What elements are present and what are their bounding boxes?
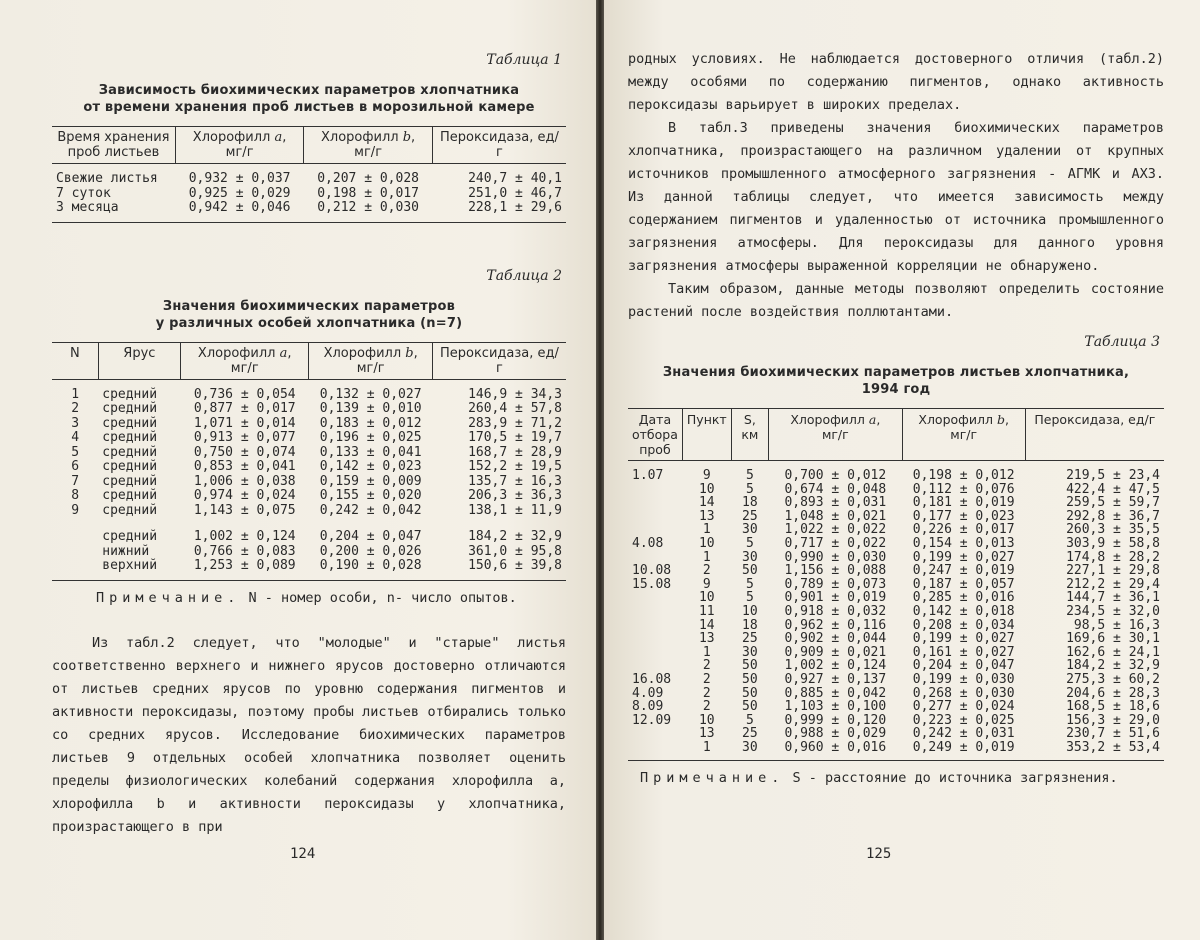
table-cell: 2 (702, 658, 711, 674)
table-row (52, 518, 566, 545)
table-row (52, 545, 566, 560)
table-cell: 5 (745, 535, 754, 551)
table-cell: 50 (742, 658, 758, 674)
table-cell: 1.07 (632, 468, 664, 483)
table-cell: средний (102, 473, 158, 489)
right-page (604, 0, 1200, 940)
table1-label: Таблица 1 (486, 52, 562, 68)
table-cell: 0,700 ± 0,012 (784, 468, 887, 483)
table-cell: 135,7 ± 16,3 (468, 473, 562, 489)
table-row (628, 714, 1164, 728)
table-cell: 0,242 ± 0,031 (912, 726, 1015, 742)
table-cell: 0,223 ± 0,025 (912, 712, 1015, 728)
table2-header-chl-a: Хлорофилл a, мг/г (180, 342, 309, 379)
table-cell: 4 (71, 430, 80, 445)
table-cell: средний (102, 444, 158, 460)
table1-header-storage: Время хранения проб листьев (52, 127, 175, 164)
table3-header-row (628, 409, 1164, 461)
table-cell: 8 (71, 488, 80, 503)
table3-body (628, 461, 1164, 761)
table-cell: 10 (698, 712, 715, 728)
table-cell: 30 (742, 549, 758, 565)
table-cell: нижний (102, 543, 150, 559)
table-cell: 5 (745, 712, 754, 728)
table3-label: Таблица 3 (1084, 334, 1160, 350)
table-row (628, 461, 1164, 483)
table-row (628, 727, 1164, 741)
table-row: 7 суток 0,925 ± 0,029 0,198 ± 0,017 251,0 ± 46,7 (56, 185, 562, 201)
book-gutter (596, 0, 604, 940)
table-cell (628, 551, 682, 565)
table-row (628, 483, 1164, 497)
table-cell: 230,7 ± 51,6 (1066, 726, 1160, 742)
table-cell: 1,143 ± 0,075 (193, 502, 296, 518)
table-row (628, 741, 1164, 761)
table-row (628, 551, 1164, 565)
table-cell: верхний (102, 558, 158, 573)
table3-header-peroxidase: Пероксидаза, ед/г (1025, 409, 1164, 461)
table1-header-chl-b: Хлорофилл b, мг/г (304, 127, 433, 164)
table-cell: 1,002 ± 0,124 (193, 529, 296, 544)
table-cell: 0,161 ± 0,027 (912, 644, 1015, 660)
table-cell: 25 (742, 726, 758, 742)
table-cell: 2 (702, 699, 711, 715)
table-cell: 0,226 ± 0,017 (912, 522, 1015, 538)
table-cell: 4.09 (632, 685, 664, 701)
table-cell (628, 510, 682, 524)
table-cell: 25 (742, 508, 758, 524)
table-cell: 98,5 ± 16,3 (1073, 617, 1160, 633)
table-cell: 146,9 ± 34,3 (468, 386, 562, 402)
table-cell: 1,048 ± 0,021 (784, 508, 887, 524)
table-cell: 150,6 ± 39,8 (468, 558, 562, 573)
table1-title: Зависимость биохимических параметров хлопчатника от времени хранения проб листьев в морозильной камере (83, 83, 535, 115)
table-cell: 0,204 ± 0,047 (319, 529, 422, 544)
table1-header-peroxidase: Пероксидаза, ед/г (432, 127, 566, 164)
table-cell: 5 (745, 590, 754, 606)
table-row (628, 578, 1164, 592)
table-cell: 170,5 ± 19,7 (468, 430, 562, 445)
table-cell: 0,960 ± 0,016 (784, 739, 887, 755)
table3-title: Значения биохимических параметров листьев хлопчатника, 1994 год (662, 365, 1130, 397)
table-cell: 0,277 ± 0,024 (912, 699, 1015, 715)
table-row (628, 646, 1164, 660)
table-cell: средний (102, 415, 158, 431)
table-cell: 0,999 ± 0,120 (784, 712, 887, 728)
table-cell (52, 559, 98, 580)
table-cell (628, 591, 682, 605)
table-cell: 0,198 ± 0,012 (912, 468, 1015, 483)
table-cell: 0,736 ± 0,054 (193, 386, 296, 402)
table-cell: средний (102, 529, 158, 544)
table-cell: 162,6 ± 24,1 (1066, 644, 1160, 660)
table-cell: 0,132 ± 0,027 (319, 386, 422, 402)
table-cell: 1 (702, 522, 711, 538)
table-cell: 0,789 ± 0,073 (784, 576, 887, 592)
table-cell: 30 (742, 522, 758, 538)
table1-header-row (52, 127, 566, 164)
table-cell: 292,8 ± 36,7 (1066, 508, 1160, 524)
table-cell: 0,133 ± 0,041 (319, 444, 422, 460)
table-cell: 0,974 ± 0,024 (193, 488, 296, 503)
table-cell: 168,5 ± 18,6 (1066, 699, 1160, 715)
table-cell: 206,3 ± 36,3 (468, 488, 562, 503)
table-cell: 10.08 (632, 563, 672, 579)
table-cell: 0,717 ± 0,022 (784, 535, 887, 551)
table-cell: средний (102, 502, 158, 518)
table-row (628, 619, 1164, 633)
table-cell: 1,156 ± 0,088 (784, 563, 887, 579)
table-cell: 3 (71, 415, 80, 431)
table-cell: 11 (698, 603, 715, 619)
table-cell: 422,4 ± 47,5 (1066, 481, 1160, 497)
table-cell: 0,750 ± 0,074 (193, 444, 296, 460)
table-cell: 0,285 ± 0,016 (912, 590, 1015, 606)
table-cell: 16.08 (632, 671, 672, 687)
table-row (628, 700, 1164, 714)
table-cell: 7 (71, 473, 80, 489)
table-cell: 1,071 ± 0,014 (193, 415, 296, 431)
left-paragraph: Из табл.2 следует, что "молодые" и "старые" листья соответственно верхнего и нижнего ярусов достоверно отличаются от листьев средних ярусов по уровню содержания пигментов и активности пероксидазы, поэтому пробы листьев отбирались только со средних ярусов. Исследование биохимических параметров листьев 9 отдельных особей хлопчатника позволяет оценить пределы физиологических колебаний содержания хлорофилла a, хлорофилла b и активности пероксидазы у хлопчатника, произрастающего в при (52, 634, 566, 835)
table-cell: 0,181 ± 0,019 (912, 495, 1015, 511)
table-cell: 0,199 ± 0,027 (912, 631, 1015, 647)
table-cell: 0,155 ± 0,020 (319, 488, 422, 503)
right-paragraph-1: родных условиях. Не наблюдается достоверного отличия (табл.2) между особями по содержанию пигментов, однако активность пероксидазы варьирует в широких пределах. (628, 51, 1164, 113)
table-row (52, 489, 566, 504)
table-cell: 169,6 ± 30,1 (1066, 631, 1160, 647)
table2-header-chl-b: Хлорофилл b, мг/г (309, 342, 432, 379)
table3 (628, 408, 1164, 762)
table-row (628, 591, 1164, 605)
table-cell: 0,918 ± 0,032 (784, 603, 887, 619)
table-cell: 30 (742, 644, 758, 660)
table-cell: 1 (702, 739, 711, 755)
table-cell: 0,196 ± 0,025 (319, 430, 422, 445)
table-cell: средний (102, 488, 158, 503)
table-cell (628, 483, 682, 497)
table-cell: 1 (702, 549, 711, 565)
table-cell (628, 632, 682, 646)
table-cell: 0,909 ± 0,021 (784, 644, 887, 660)
table-row (628, 523, 1164, 537)
table-cell: 303,9 ± 58,8 (1066, 535, 1160, 551)
table-cell: 1,022 ± 0,022 (784, 522, 887, 538)
table-row (628, 564, 1164, 578)
table-cell: 10 (698, 535, 715, 551)
table-cell: 4.08 (632, 535, 664, 551)
table-cell: средний (102, 401, 158, 416)
table-cell: 1 (71, 386, 80, 402)
table-cell: 13 (698, 508, 715, 524)
table-row (628, 496, 1164, 510)
table-cell: 18 (742, 617, 758, 633)
table-cell: 0,766 ± 0,083 (193, 543, 296, 559)
table-cell: 1 (702, 644, 711, 660)
table-cell: 156,3 ± 29,0 (1066, 712, 1160, 728)
table-cell: 1,103 ± 0,100 (784, 699, 887, 715)
table-cell: 1,253 ± 0,089 (193, 558, 296, 573)
table2-label: Таблица 2 (486, 267, 562, 284)
table-row (52, 475, 566, 490)
table-row (52, 504, 566, 519)
table-row (52, 460, 566, 475)
table2-header-n: N (52, 342, 98, 379)
table-cell (628, 646, 682, 660)
table-cell (628, 523, 682, 537)
table-cell: 260,4 ± 57,8 (468, 401, 562, 416)
table2-header-peroxidase: Пероксидаза, ед/г (432, 342, 566, 379)
table-cell: 227,1 ± 29,8 (1066, 563, 1160, 579)
table-cell: 5 (745, 576, 754, 592)
table-cell: 0,249 ± 0,019 (912, 739, 1015, 755)
table-cell: 15.08 (632, 576, 672, 592)
table-cell: 5 (745, 468, 754, 483)
table-cell: 0,885 ± 0,042 (784, 685, 887, 701)
table3-header-chl-a: Хлорофилл a, мг/г (769, 409, 903, 461)
table-row (628, 605, 1164, 619)
table-cell: 174,8 ± 28,2 (1066, 549, 1160, 565)
table-cell: 1,006 ± 0,038 (193, 473, 296, 489)
table-cell: 50 (742, 685, 758, 701)
page-number-right: 125 (866, 846, 892, 862)
left-page (0, 0, 596, 940)
table-cell: 5 (71, 444, 80, 460)
table3-header-distance: S, км (731, 409, 768, 461)
table-cell: 5 (745, 481, 754, 497)
table2-header-row (52, 342, 566, 379)
table2 (52, 342, 566, 582)
table-cell: 283,9 ± 71,2 (468, 415, 562, 431)
table-row (52, 446, 566, 461)
table2-body (52, 379, 566, 580)
table-cell (628, 496, 682, 510)
table-row (628, 510, 1164, 524)
table-cell: 9 (702, 468, 711, 483)
table2-header-tier: Ярус (98, 342, 180, 379)
table-cell: 18 (742, 495, 758, 511)
table-cell: 0,142 ± 0,018 (912, 603, 1015, 619)
table-cell: 8.09 (632, 699, 664, 715)
table-cell: 0,988 ± 0,029 (784, 726, 887, 742)
table-cell (52, 518, 98, 545)
table-cell: 152,2 ± 19,5 (468, 459, 562, 474)
table-cell: 2 (702, 685, 711, 701)
table-row: Свежие листья 0,932 ± 0,037 0,207 ± 0,028 240,7 ± 40,1 (56, 171, 562, 186)
table-cell: 14 (698, 617, 715, 633)
table-row (628, 632, 1164, 646)
table-cell: 0,183 ± 0,012 (319, 415, 422, 431)
table-cell (628, 619, 682, 633)
table-cell: 0,190 ± 0,028 (319, 558, 422, 573)
table-cell: 50 (742, 563, 758, 579)
table-cell (628, 605, 682, 619)
table-cell: 10 (698, 481, 715, 497)
table-cell: 144,7 ± 36,1 (1066, 590, 1160, 606)
table-row: 3 месяца 0,942 ± 0,046 0,212 ± 0,030 228,1 ± 29,6 (56, 200, 562, 215)
table-row (52, 559, 566, 580)
table-cell: 0,913 ± 0,077 (193, 430, 296, 445)
table-cell: 12.09 (632, 712, 672, 728)
table-row (628, 673, 1164, 687)
table-cell: средний (102, 386, 158, 402)
table-cell: 0,142 ± 0,023 (319, 459, 422, 474)
table-cell: 0,199 ± 0,030 (912, 671, 1015, 687)
table-cell: 0,268 ± 0,030 (912, 685, 1015, 701)
table-cell: 0,139 ± 0,010 (319, 401, 422, 416)
table-cell: 0,208 ± 0,034 (912, 617, 1015, 633)
table1 (52, 126, 566, 224)
table-cell: 14 (698, 495, 715, 511)
table-row (628, 537, 1164, 551)
table-cell (52, 545, 98, 560)
table-cell: 0,204 ± 0,047 (912, 658, 1015, 674)
table3-header-point: Пункт (682, 409, 731, 461)
table-cell: 0,901 ± 0,019 (784, 590, 887, 606)
right-paragraph-3: Таким образом, данные методы позволяют определить состояние растений после воздействия поллютантами. (628, 281, 1164, 320)
table2-note: Примечание. N - номер особи, n- число опытов. (96, 589, 517, 606)
table2-title: Значения биохимических параметров у различных особей хлопчатника (n=7) (155, 298, 463, 331)
table-cell: 212,2 ± 29,4 (1066, 576, 1160, 592)
right-paragraph-2: В табл.3 приведены значения биохимических параметров хлопчатника, произрастающего на различном удалении от крупных источников промышленного атмосферного загрязнения - АГМК и АХЗ. Из данной таблицы следует, что имеется зависимость между содержанием пигментов и удаленностью от источника промышленного загрязнения атмосферы. Для пероксидазы для данного уровня загрязнения атмосферы выраженной корреляции не обнаружено. (628, 120, 1164, 274)
table-cell: 9 (71, 502, 80, 518)
table-row (628, 659, 1164, 673)
table-cell: 13 (698, 726, 715, 742)
table-cell: 10 (698, 590, 715, 606)
table1-header-chl-a: Хлорофилл a, мг/г (175, 127, 304, 164)
table-cell: средний (102, 430, 158, 445)
table-row (628, 687, 1164, 701)
table-cell: 30 (742, 739, 758, 755)
table-cell: 0,927 ± 0,137 (784, 671, 887, 687)
page-number-left: 124 (290, 846, 316, 862)
table-row (52, 402, 566, 417)
table-cell: 50 (742, 671, 758, 687)
table-cell: 204,6 ± 28,3 (1066, 685, 1160, 701)
table-cell: 259,5 ± 59,7 (1066, 495, 1160, 511)
table3-note: Примечание. S - расстояние до источника загрязнения. (640, 770, 1118, 787)
table-cell: 2 (71, 401, 80, 416)
table-cell: 0,187 ± 0,057 (912, 576, 1015, 592)
table-cell: 184,2 ± 32,9 (1066, 658, 1160, 674)
table-cell: 0,199 ± 0,027 (912, 549, 1015, 565)
table-cell (628, 659, 682, 673)
table-cell (628, 727, 682, 741)
table-cell: 234,5 ± 32,0 (1066, 603, 1160, 619)
table-cell: 275,3 ± 60,2 (1066, 671, 1160, 687)
table-cell: 219,5 ± 23,4 (1066, 468, 1160, 483)
table-cell: 1,002 ± 0,124 (784, 658, 887, 674)
table-cell: 0,877 ± 0,017 (193, 401, 296, 416)
table-cell: 168,7 ± 28,9 (468, 444, 562, 460)
table-cell: 0,242 ± 0,042 (319, 502, 422, 518)
table-row (52, 417, 566, 432)
table-cell: 0,674 ± 0,048 (784, 481, 887, 497)
table-cell: 0,154 ± 0,013 (912, 535, 1015, 551)
table-cell: 0,893 ± 0,031 (784, 495, 887, 511)
table-cell: 0,902 ± 0,044 (784, 631, 887, 647)
table-cell: 138,1 ± 11,9 (468, 502, 562, 518)
table-cell: средний (102, 459, 158, 474)
table-cell: 0,200 ± 0,026 (319, 543, 422, 559)
table-cell: 361,0 ± 95,8 (468, 543, 562, 559)
table3-header-date: Дата отбора проб (628, 409, 682, 461)
table-cell: 10 (742, 603, 758, 619)
table-cell: 25 (742, 631, 758, 647)
table-cell: 9 (702, 576, 711, 592)
table-cell: 2 (702, 671, 711, 687)
table-row (52, 431, 566, 446)
table-cell: 0,990 ± 0,030 (784, 549, 887, 565)
table-cell (628, 741, 682, 761)
table-cell: 2 (702, 563, 711, 579)
table-cell: 0,112 ± 0,076 (912, 481, 1015, 497)
table-cell: 0,247 ± 0,019 (912, 563, 1015, 579)
table-cell: 6 (71, 459, 80, 474)
table-cell: 184,2 ± 32,9 (468, 529, 562, 544)
table-cell: 0,177 ± 0,023 (912, 508, 1015, 524)
table-cell: 0,962 ± 0,116 (784, 617, 887, 633)
table-cell: 260,3 ± 35,5 (1066, 522, 1160, 538)
table-cell: 353,2 ± 53,4 (1066, 739, 1160, 755)
table-row (52, 379, 566, 402)
table-cell: 0,853 ± 0,041 (193, 459, 296, 474)
table3-header-chl-b: Хлорофилл b, мг/г (902, 409, 1025, 461)
table-cell: 13 (698, 631, 715, 647)
table-cell: 50 (742, 699, 758, 715)
table-cell: 0,159 ± 0,009 (319, 473, 422, 489)
